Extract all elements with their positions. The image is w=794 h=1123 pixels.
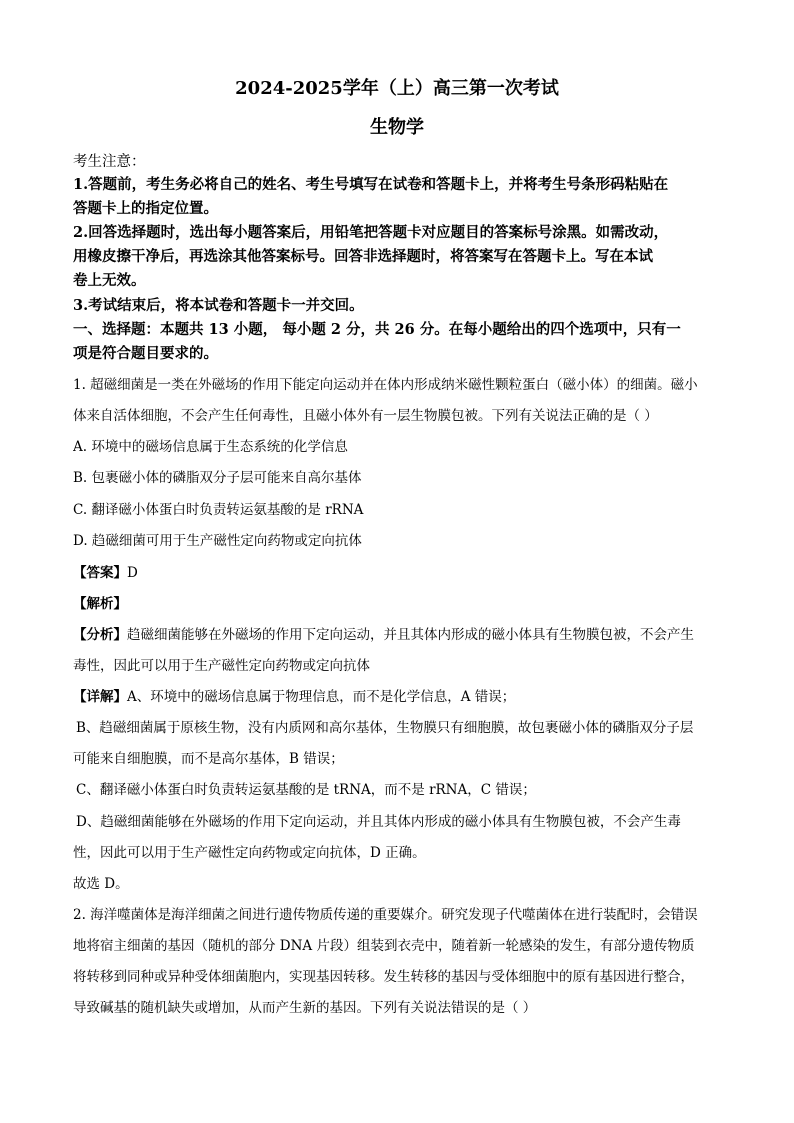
- analysis-tag: 【解析】: [73, 596, 127, 612]
- question-stem: 导致碱基的随机缺失或增加，从而产生新的基因。下列有关说法错误的是（ ）: [73, 1000, 537, 1016]
- notice-line: 卷上无效。: [73, 272, 146, 289]
- question-stem: 地将宿主细菌的基因（随机的部分 DNA 片段）组装到衣壳中，随着新一轮感染的发生，有部分遗传物质: [73, 938, 695, 954]
- question-stem: 将转移到同种或异种受体细菌胞内，实现基因转移。发生转移的基因与受体细胞中的原有基因进行整合，: [73, 969, 694, 985]
- answer-value: D: [127, 565, 138, 581]
- notice-line: 1.答题前，考生务必将自己的姓名、考生号填写在试卷和答题卡上，并将考生号条形码粘贴在: [73, 176, 669, 193]
- question-stem: 2. 海洋噬菌体是海洋细菌之间进行遗传物质传递的重要媒介。研究发现子代噬菌体在进行装配时，会错误: [73, 907, 698, 923]
- section-heading: 一、选择题：本题共 13 小题， 每小题 2 分，共 26 分。在每小题给出的四个选项中，只有一: [73, 321, 681, 338]
- subject-title: 生物学: [370, 117, 424, 138]
- exam-title: 2024-2025学年（上）高三第一次考试: [235, 78, 559, 99]
- xiangjie-tag: 【详解】: [73, 689, 127, 705]
- fenxi-line: [73, 623, 733, 643]
- conclusion-text: 故选 D。: [73, 876, 129, 892]
- xiangjie-text: C、翻译磁小体蛋白时负责转运氨基酸的是 tRNA，而不是 rRNA，C 错误；: [76, 782, 536, 798]
- xiangjie-text: B、趋磁细菌属于原核生物，没有内质网和高尔基体，生物膜只有细胞膜，故包裹磁小体的磷脂双分子层: [76, 720, 694, 736]
- notice-line: 答题卡上的指定位置。: [73, 200, 218, 217]
- notice-line: 用橡皮擦干净后，再选涂其他答案标号。回答非选择题时，将答案写在答题卡上。写在本试: [73, 248, 653, 265]
- xiangjie-line: [73, 685, 733, 705]
- section-heading: 项是符合题目要求的。: [73, 345, 218, 362]
- option-c: C. 翻译磁小体蛋白时负责转运氨基酸的是 rRNA: [73, 502, 364, 518]
- answer-tag: 【答案】: [73, 565, 127, 581]
- fenxi-text: 趋磁细菌能够在外磁场的作用下定向运动，并且其体内形成的磁小体具有生物膜包被，不会产生: [127, 627, 694, 643]
- xiangjie-text: D、趋磁细菌能够在外磁场的作用下定向运动，并且其体内形成的磁小体具有生物膜包被，不会产生毒: [76, 814, 681, 830]
- question-stem: 1. 超磁细菌是一类在外磁场的作用下能定向运动并在体内形成纳米磁性颗粒蛋白（磁小体）的细菌。磁小: [73, 377, 698, 393]
- xiangjie-text: 性，因此可以用于生产磁性定向药物或定向抗体，D 正确。: [73, 845, 426, 861]
- analysis-line: [73, 592, 733, 612]
- notice-heading: 考生注意：: [73, 154, 146, 170]
- xiangjie-text: A、环境中的磁场信息属于物理信息，而不是化学信息，A 错误；: [127, 689, 516, 705]
- fenxi-tag: 【分析】: [73, 627, 127, 643]
- question-stem: 体来自活体细胞，不会产生任何毒性，且磁小体外有一层生物膜包被。下列有关说法正确的是（ ）: [73, 408, 658, 424]
- option-d: D. 趋磁细菌可用于生产磁性定向药物或定向抗体: [73, 533, 362, 549]
- notice-line: 3.考试结束后，将本试卷和答题卡一并交回。: [73, 297, 364, 314]
- notice-line: 2.回答选择题时，选出每小题答案后，用铅笔把答题卡对应题目的答案标号涂黑。如需改动，: [73, 224, 669, 241]
- fenxi-text: 毒性，因此可以用于生产磁性定向药物或定向抗体: [73, 658, 370, 674]
- option-b: B. 包裹磁小体的磷脂双分子层可能来自高尔基体: [73, 470, 362, 486]
- option-a: A. 环境中的磁场信息属于生态系统的化学信息: [73, 439, 348, 455]
- xiangjie-text: 可能来自细胞膜，而不是高尔基体，B 错误；: [73, 751, 344, 767]
- answer-line: [73, 561, 733, 581]
